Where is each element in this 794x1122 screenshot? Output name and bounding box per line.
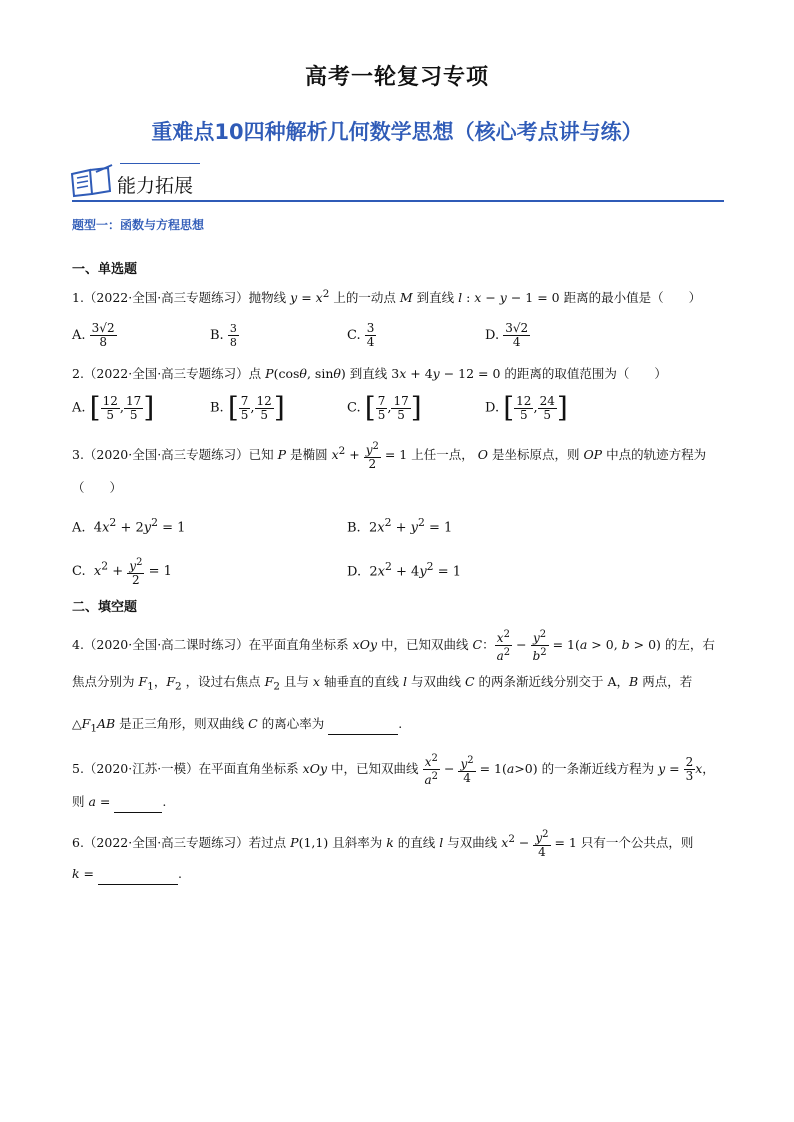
section-rule [72,200,724,202]
q5-answer-blank[interactable] [114,792,162,813]
q1-option-b[interactable]: B. $\frac{3}{8}$ [210,322,237,349]
question-5: 5.（2020·江苏·一模）在平面直角坐标系 xOy 中，已知双曲线 $\frac{x^2}{a^2}$ − $\frac{y^2}{4}$ = 1(a>0) 的一条渐近线方程为 y = $\frac{2}{3}$ x， [72,753,715,787]
question-4: 4.（2020·全国·高二课时练习）在平面直角坐标系 xOy 中，已知双曲线 C： $\frac{x^2}{a^2}$ − $\frac{y^2}{b^2}$ = 1(a > 0, b > 0) 的左，右 [72,629,715,663]
question-2: 2.（2022·全国·高三专题练习）点 P(cosθ, sinθ) 到直线 3x + 4y − 12 = 0 的距离的取值范围为（ ） [72,366,667,381]
q2-option-a[interactable]: A. [ $\frac{12}{5}$ , $\frac{17}{5}$ ] [72,391,155,424]
q3-option-d[interactable]: D. $2x^2 + 4y^2 = 1$ [347,560,461,580]
q1-option-d[interactable]: D. $\frac{3√2}{4}$ [485,321,529,349]
book-icon [70,164,114,198]
question-type-label: 题型一：函数与方程思想 [72,218,205,232]
q3-option-c[interactable]: C. $x^2$ + $\frac{y^2}{2}$ = 1 [72,557,172,587]
group-heading-single-choice: 一、单选题 [72,262,138,277]
page-subtitle: 重难点10四种解析几何数学思想（核心考点讲与练） [151,120,643,144]
question-4-line3: $\triangle F_1AB$ 是正三角形，则双曲线 C 的离心率为 . [72,716,403,735]
q1-option-a[interactable]: A. $\frac{3√2}{8}$ [72,321,115,349]
section-rule-short [120,163,200,164]
q2-option-b[interactable]: B. [ $\frac{7}{5}$ , $\frac{12}{5}$ ] [210,391,285,424]
question-6: 6.（2022·全国·高三专题练习）若过点 P(1,1) 且斜率为 k 的直线 l 与双曲线 $x^2$ − $\frac{y^2}{4}$ = 1 只有一个公共点，则 [72,829,694,859]
question-3: 3.（2020·全国·高三专题练习）已知 P 是椭圆 $x^2$ + $\frac{y^2}{2}$ = 1 上任一点， O 是坐标原点，则 OP 中点的轨迹方程为 [72,441,707,471]
page-title: 高考一轮复习专项 [304,65,489,90]
question-5-line2: 则 a = . [72,792,732,813]
group-heading-fill-blank: 二、填空题 [72,600,138,615]
q1-option-c[interactable]: C. $\frac{3}{4}$ [347,321,375,349]
q3-option-a[interactable]: A. $4x^2 + 2y^2 = 1$ [72,516,186,536]
question-1: 1.（2022·全国·高三专题练习）抛物线 $y = x^2$ 上的一动点 M 到直线 l : x − y − 1 = 0 距离的最小值是（ ） [72,288,702,306]
section-title: 能力拓展 [117,175,194,197]
q2-option-c[interactable]: C. [ $\frac{7}{5}$ , $\frac{17}{5}$ ] [347,391,422,424]
question-4-line2: 焦点分别为 $F_1$，$F_2$ ，设过右焦点 $F_2$ 且与 x 轴垂直的直线 l 与双曲线 C 的两条渐近线分别交于 A，B 两点，若 [72,674,693,693]
q2-option-d[interactable]: D. [ $\frac{12}{5}$ , $\frac{24}{5}$ ] [485,391,568,424]
q3-option-b[interactable]: B. $2x^2 + y^2 = 1$ [347,516,453,536]
question-3-line2: （ ） [72,480,123,495]
q4-answer-blank[interactable] [328,714,398,735]
question-6-line2: k = . [72,864,732,885]
q6-answer-blank[interactable] [98,864,178,885]
